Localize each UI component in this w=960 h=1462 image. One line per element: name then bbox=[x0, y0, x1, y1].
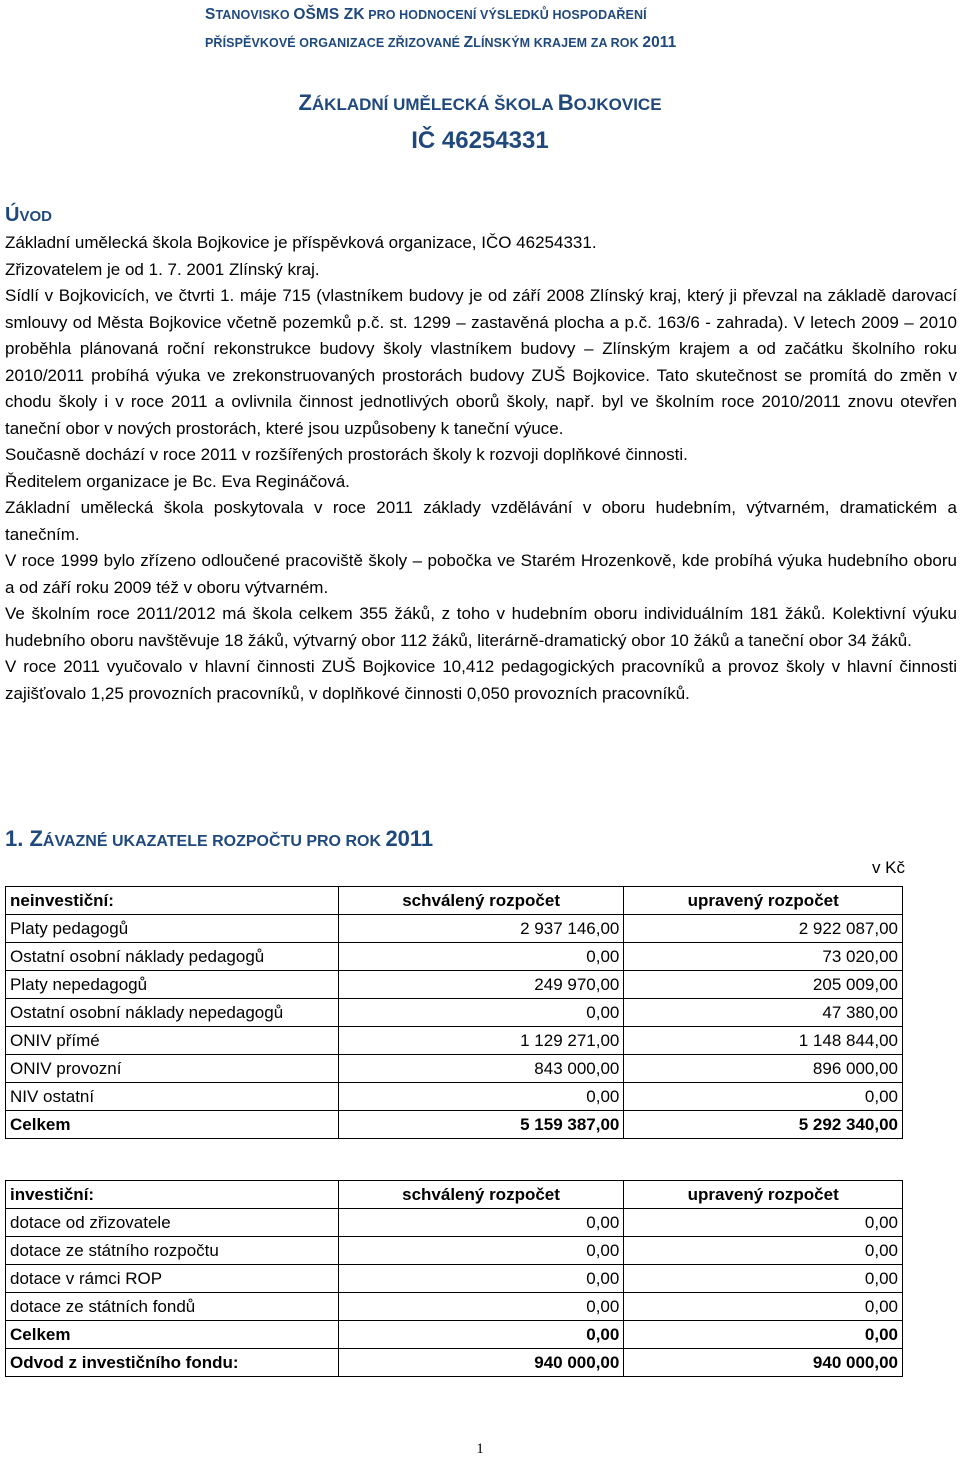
row-label: NIV ostatní bbox=[6, 1083, 339, 1111]
approved-value: 0,00 bbox=[338, 1293, 624, 1321]
approved-value: 1 129 271,00 bbox=[338, 1027, 624, 1055]
table-row bbox=[6, 1265, 903, 1293]
approved-value: 0,00 bbox=[338, 1237, 624, 1265]
intro-paragraph: Sídlí v Bojkovicích, ve čtvrti 1. máje 715 (vlastníkem budovy je od září 2008 Zlínský kraj, který ji převzal na základě darovací smlouvy od Města Bojkovice včetně pozemků p.č. st. 1299 – zastavěná plocha a p.č. 163/6 - zahrada). V letech 2009 – 2010 proběhla plánovaná roční rekonstrukce budovy školy vlastníkem budovy – Zlínským krajem a od začátku školního roku 2010/2011 probíhá výuka ve zrekonstruovaných prostorách budovy ZUŠ Bojkovice. Tato skutečnost se promítá do změn v chodu školy i v roce 2011 a ovlivnila činnost jednotlivých oborů školy, např. byl ve školním roce 2010/2011 znovu otevřen taneční obor v nových prostorách, které jsou uzpůsobeny k taneční výuce. bbox=[5, 286, 957, 438]
table-row bbox=[6, 1083, 903, 1111]
row-label: dotace ze státních fondů bbox=[6, 1293, 339, 1321]
table-row bbox=[6, 1055, 903, 1083]
intro-heading: ÚVOD bbox=[5, 204, 52, 226]
column-header: upravený rozpočet bbox=[624, 1181, 903, 1209]
page-number: 1 bbox=[476, 1441, 484, 1457]
adjusted-value: 940 000,00 bbox=[624, 1349, 903, 1377]
row-label: ONIV přímé bbox=[6, 1027, 339, 1055]
adjusted-value: 47 380,00 bbox=[624, 999, 903, 1027]
table-row bbox=[6, 971, 903, 999]
school-ico: IČ 46254331 bbox=[411, 127, 549, 154]
table-row bbox=[6, 943, 903, 971]
table-header-row bbox=[6, 887, 903, 915]
column-header: investiční: bbox=[6, 1181, 339, 1209]
approved-value: 0,00 bbox=[338, 1321, 624, 1349]
approved-value: 0,00 bbox=[338, 1209, 624, 1237]
table-row bbox=[6, 1293, 903, 1321]
approved-value: 0,00 bbox=[338, 943, 624, 971]
document-title-line-1: STANOVISKO OŠMS ZK PRO HODNOCENÍ VÝSLEDKŮ HOSPODAŘENÍ bbox=[205, 6, 647, 23]
column-header: schválený rozpočet bbox=[338, 1181, 624, 1209]
row-label: Platy nepedagogů bbox=[6, 971, 339, 999]
section-1-heading: 1. ZÁVAZNÉ UKAZATELE ROZPOČTU PRO ROK 2011 bbox=[5, 826, 434, 851]
row-label: Ostatní osobní náklady pedagogů bbox=[6, 943, 339, 971]
table-row bbox=[6, 1237, 903, 1265]
document-title-line-2: PŘÍSPĚVKOVÉ ORGANIZACE ZŘIZOVANÉ ZLÍNSKÝM KRAJEM ZA ROK 2011 bbox=[205, 34, 677, 51]
adjusted-value: 0,00 bbox=[624, 1209, 903, 1237]
row-label: dotace v rámci ROP bbox=[6, 1265, 339, 1293]
table-row bbox=[6, 1027, 903, 1055]
approved-value: 2 937 146,00 bbox=[338, 915, 624, 943]
intro-paragraph: V roce 1999 bylo zřízeno odloučené pracoviště školy – pobočka ve Starém Hrozenkově, kde probíhá výuka hudebního oboru a od září roku 2009 též v oboru výtvarném. bbox=[5, 551, 957, 597]
adjusted-value: 0,00 bbox=[624, 1083, 903, 1111]
approved-value: 0,00 bbox=[338, 1265, 624, 1293]
row-label: Odvod z investičního fondu: bbox=[6, 1349, 339, 1377]
non-investment-budget-table bbox=[5, 886, 903, 1139]
adjusted-value: 5 292 340,00 bbox=[624, 1111, 903, 1139]
approved-value: 0,00 bbox=[338, 999, 624, 1027]
approved-value: 0,00 bbox=[338, 1083, 624, 1111]
intro-paragraph: Ředitelem organizace je Bc. Eva Regináčová. bbox=[5, 471, 350, 491]
row-label: Platy pedagogů bbox=[6, 915, 339, 943]
adjusted-value: 0,00 bbox=[624, 1321, 903, 1349]
adjusted-value: 0,00 bbox=[624, 1265, 903, 1293]
adjusted-value: 0,00 bbox=[624, 1293, 903, 1321]
row-label: dotace ze státního rozpočtu bbox=[6, 1237, 339, 1265]
approved-value: 940 000,00 bbox=[338, 1349, 624, 1377]
approved-value: 249 970,00 bbox=[338, 971, 624, 999]
adjusted-value: 896 000,00 bbox=[624, 1055, 903, 1083]
school-name: ZÁKLADNÍ UMĚLECKÁ ŠKOLA BOJKOVICE bbox=[298, 90, 662, 115]
column-header: schválený rozpočet bbox=[338, 887, 624, 915]
adjusted-value: 73 020,00 bbox=[624, 943, 903, 971]
row-label: Celkem bbox=[6, 1321, 339, 1349]
intro-paragraph: Základní umělecká škola poskytovala v roce 2011 základy vzdělávání v oboru hudebním, výtvarném, dramatickém a tanečním. bbox=[5, 498, 957, 544]
adjusted-value: 0,00 bbox=[624, 1237, 903, 1265]
row-label: ONIV provozní bbox=[6, 1055, 339, 1083]
row-label: Celkem bbox=[6, 1111, 339, 1139]
approved-value: 843 000,00 bbox=[338, 1055, 624, 1083]
intro-paragraph: Současně dochází v roce 2011 v rozšířených prostorách školy k rozvoji doplňkové činnosti. bbox=[5, 445, 688, 464]
table-row bbox=[6, 999, 903, 1027]
adjusted-value: 205 009,00 bbox=[624, 971, 903, 999]
adjusted-value: 2 922 087,00 bbox=[624, 915, 903, 943]
currency-unit-label: v Kč bbox=[871, 858, 905, 877]
intro-body bbox=[5, 230, 957, 707]
column-header: neinvestiční: bbox=[6, 887, 339, 915]
table-total-row bbox=[6, 1111, 903, 1139]
intro-paragraph: Zřizovatelem je od 1. 7. 2001 Zlínský kraj. bbox=[5, 259, 320, 279]
table-row bbox=[6, 915, 903, 943]
column-header: upravený rozpočet bbox=[624, 887, 903, 915]
intro-paragraph: Základní umělecká škola Bojkovice je příspěvková organizace, IČO 46254331. bbox=[5, 233, 597, 252]
adjusted-value: 1 148 844,00 bbox=[624, 1027, 903, 1055]
investment-budget-table bbox=[5, 1180, 903, 1377]
intro-paragraph: Ve školním roce 2011/2012 má škola celkem 355 žáků, z toho v hudebním oboru individuálním 181 žáků. Kolektivní výuku hudebního oboru navštěvuje 18 žáků, výtvarný obor 112 žáků, literárně-dramatický obor 10 žáků a taneční obor 34 žáků. bbox=[5, 604, 957, 650]
approved-value: 5 159 387,00 bbox=[338, 1111, 624, 1139]
table-row bbox=[6, 1209, 903, 1237]
table-total-row bbox=[6, 1321, 903, 1349]
row-label: Ostatní osobní náklady nepedagogů bbox=[6, 999, 339, 1027]
table-header-row bbox=[6, 1181, 903, 1209]
investment-fund-row bbox=[6, 1349, 903, 1377]
intro-paragraph: V roce 2011 vyučovalo v hlavní činnosti ZUŠ Bojkovice 10,412 pedagogických pracovníků a provoz školy v hlavní činnosti zajišťovalo 1,25 provozních pracovníků, v doplňkové činnosti 0,050 provozních pracovníků. bbox=[5, 657, 957, 703]
row-label: dotace od zřizovatele bbox=[6, 1209, 339, 1237]
